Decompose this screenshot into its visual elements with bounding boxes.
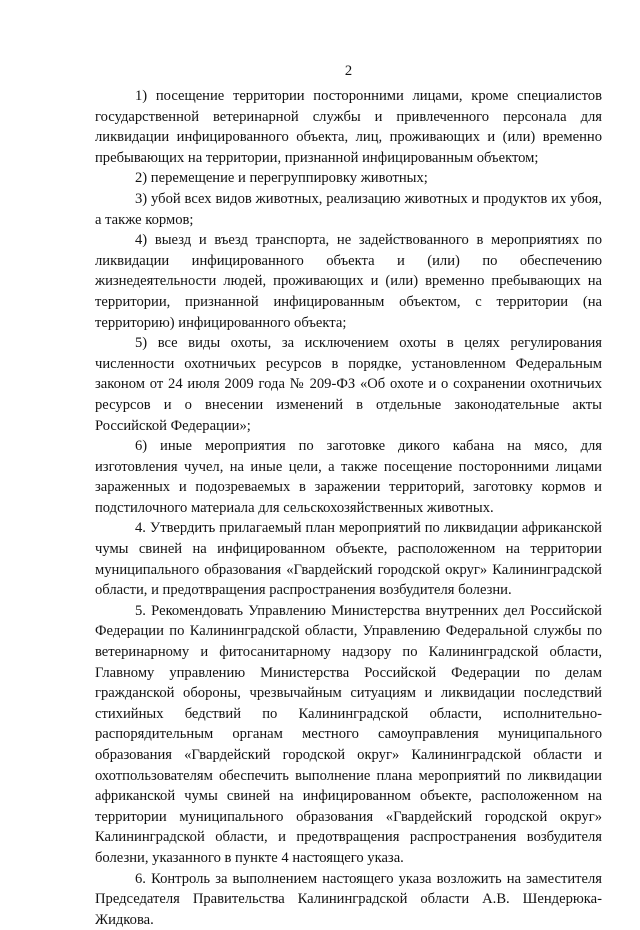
paragraph-section-4: 4. Утвердить прилагаемый план мероприятий по ликвидации африканской чумы свиней на инфицированном объекте, расположенном на территории муниципального образования «Гвардейский городской округ» Калининградской области, и предотвращения распространения возбудителя болезни. xyxy=(95,520,602,599)
paragraph-item-3: 3) убой всех видов животных, реализацию животных и продуктов их убоя, а также кормов; xyxy=(95,190,602,228)
paragraph-item-1: 1) посещение территории посторонними лицами, кроме специалистов государственной ветеринарной службы и привлеченного персонала для ликвидации инфицированного объекта, лиц, проживающих и (или) временно пребывающих на территории, признанной инфицированным объектом; xyxy=(95,88,602,166)
paragraph-item-5: 5) все виды охоты, за исключением охоты в целях регулирования численности охотничьих ресурсов в порядке, установленном Федеральным законом от 24 июля 2009 года № 209-ФЗ «Об охоте и о сохранении охотничьих ресурсов и о внесении изменений в отдельные законодательные акты Российской Федерации»; xyxy=(95,335,602,434)
page-number: 2 xyxy=(344,63,353,79)
paragraph-item-6: 6) иные мероприятия по заготовке дикого кабана на мясо, для изготовления чучел, на иные цели, а также посещение посторонними лицами зараженных и подозреваемых в заражении территорий, заготовку кормов и подстилочного материала для сельскохозяйственных животных. xyxy=(95,438,602,516)
paragraph-item-2: 2) перемещение и перегруппировку животных; xyxy=(135,170,428,187)
paragraph-item-4: 4) выезд и въезд транспорта, не задействованного в мероприятиях по ликвидации инфицированного объекта и (или) по обеспечению жизнедеятельности людей, проживающих и (или) временно пребывающих на территории, признанной инфицированным объектом, с территории (на территорию) инфицированного объекта; xyxy=(95,232,602,331)
document-page xyxy=(95,62,602,930)
paragraph-section-6: 6. Контроль за выполнением настоящего указа возложить на заместителя Председателя Правительства Калининградской области А.В. Шендерюка-Жидкова. xyxy=(95,870,602,928)
paragraph-section-5: 5. Рекомендовать Управлению Министерства внутренних дел Российской Федерации по Калининградской области, Управлению Федеральной службы по ветеринарному и фитосанитарному надзору по Калининградской области, Главному управлению Министерства Российской Федерации по делам гражданской обороны, чрезвычайным ситуациям и ликвидации последствий стихийных бедствий по Калининградской области, исполнительно-распорядительным органам местного самоуправления муниципального образования «Гвардейский городской округ» Калининградской области и охотпользователям обеспечить выполнение плана мероприятий по ликвидации африканской чумы свиней на инфицированном объекте, расположенном на территории муниципального образования «Гвардейский городской округ» Калининградской области, и предотвращения распространения возбудителя болезни, указанного в пункте 4 настоящего указа. xyxy=(95,602,602,866)
